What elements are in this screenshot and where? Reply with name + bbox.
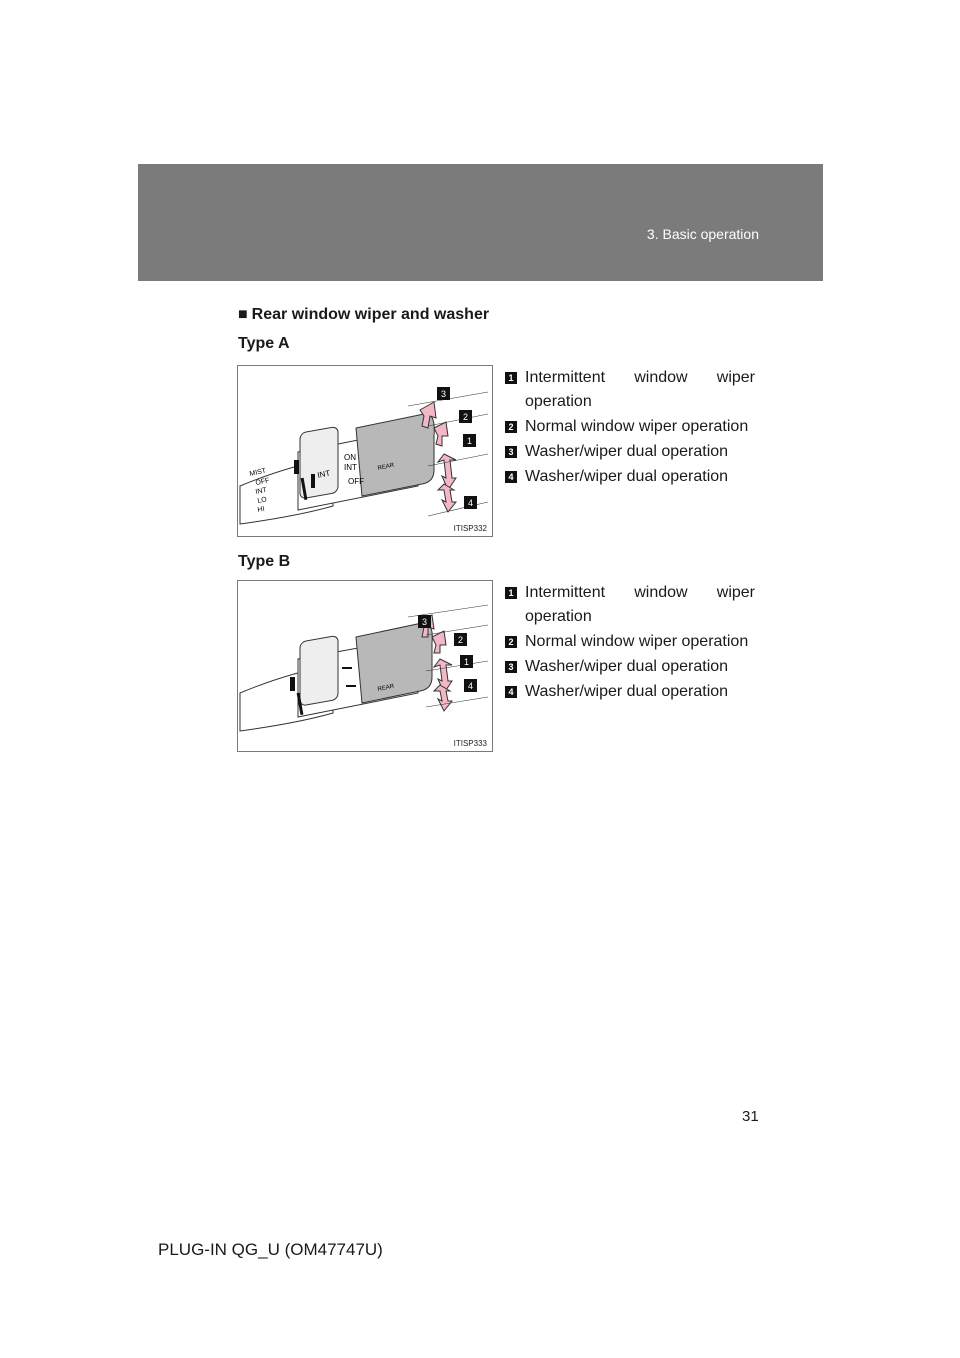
heading-bullet: ■: [238, 306, 248, 323]
step-item: [505, 366, 755, 414]
step-text: Normal window wiper operation: [525, 418, 749, 435]
step-number: 1: [505, 587, 517, 599]
switch-label-rear: REAR: [377, 462, 395, 472]
section-heading: [238, 306, 489, 324]
heading-text: Rear window wiper and washer: [251, 306, 490, 323]
wiper-lever-illustration-a: [238, 366, 494, 538]
lever-label-int: INT: [254, 486, 268, 496]
step-item: [505, 630, 755, 654]
switch-label-off: OFF: [348, 477, 364, 486]
section-title: 3. Basic operation: [646, 226, 759, 242]
step-text: Washer/wiper dual operation: [525, 683, 729, 700]
step-text: Normal window wiper operation: [525, 633, 749, 650]
step-item: [505, 655, 755, 679]
step-number: 1: [505, 372, 517, 384]
step-number: 4: [505, 471, 517, 483]
type-a-steps: [505, 366, 755, 490]
step-item: [505, 415, 755, 439]
step-text: Washer/wiper dual operation: [525, 443, 729, 460]
switch-label-rear: REAR: [377, 683, 395, 693]
step-item: [505, 680, 755, 704]
figure-code: ITISP332: [453, 524, 487, 533]
step-number: 2: [505, 636, 517, 648]
callout-4: 4: [467, 498, 474, 508]
lever-label-lo: LO: [256, 496, 268, 505]
type-a-label: Type A: [238, 335, 290, 352]
type-b-figure: [237, 580, 493, 752]
lever-label-off: OFF: [254, 477, 271, 487]
step-text: Intermittent window wiper operation: [525, 369, 755, 410]
callout-4: 4: [467, 681, 474, 691]
callout-1: 1: [466, 436, 473, 446]
step-text: Washer/wiper dual operation: [525, 468, 729, 485]
step-item: [505, 465, 755, 489]
switch-label-int2: INT: [344, 463, 357, 472]
type-b-label: Type B: [238, 553, 291, 570]
lever-label-hi: HI: [256, 505, 266, 514]
step-number: 3: [505, 446, 517, 458]
step-text: Washer/wiper dual operation: [525, 658, 729, 675]
document-code: PLUG-IN QG_U (OM47747U): [158, 1240, 383, 1259]
step-item: [505, 581, 755, 629]
step-text: Intermittent window wiper operation: [525, 584, 755, 625]
page-number: 31: [742, 1108, 759, 1125]
callout-1: 1: [463, 657, 470, 667]
callout-3: 3: [440, 389, 447, 399]
switch-label-int: INT: [316, 468, 332, 480]
callout-3: 3: [421, 617, 428, 627]
type-b-steps: [505, 581, 755, 705]
step-item: [505, 440, 755, 464]
type-a-figure: [237, 365, 493, 537]
step-number: 3: [505, 661, 517, 673]
callout-2: 2: [462, 412, 469, 422]
header-band: [138, 164, 823, 281]
lever-label-mist: MIST: [248, 467, 267, 478]
step-number: 4: [505, 686, 517, 698]
figure-code: ITISP333: [453, 739, 487, 748]
switch-label-on: ON: [344, 453, 356, 462]
step-number: 2: [505, 421, 517, 433]
wiper-lever-illustration-b: [238, 581, 494, 753]
callout-2: 2: [457, 635, 464, 645]
